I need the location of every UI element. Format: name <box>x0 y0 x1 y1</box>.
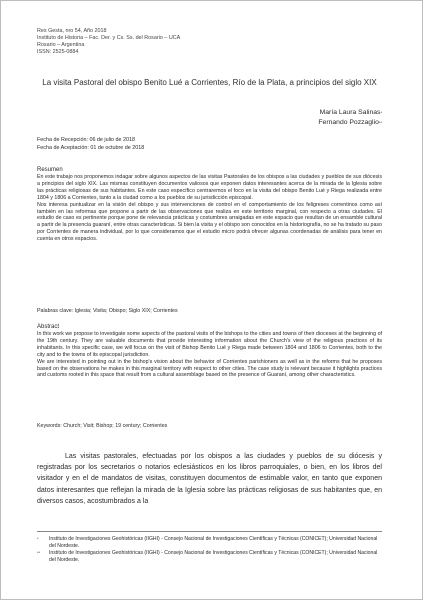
issn: ISSN: 2525-0884 <box>37 49 79 56</box>
footnote-1-mark: * <box>37 536 39 541</box>
author-2: Fernando Pozzaglio** <box>318 119 382 126</box>
resumen-section <box>37 166 382 243</box>
footnote-1-text: Instituto de Investigaciones Geohistóricas (IIGHI) - Consejo Nacional de Investigaciones Científicas y Técnicas (CONICET); Universidad Nacional del Nordeste. <box>49 536 378 549</box>
abstract-paragraph-2: We are interested in pointing out in the bishop's vision about the behavior of Corrientes parishioners as well as in the reforms that he proposes based on the observations he makes in this marginal territory with respect to other cities. The case study is relevant because it highlights practices and customs rooted in this space that result from a cultural assemblage based on the presence of Guaraní, among other characteristics. <box>37 358 382 379</box>
journal-name: Res Gesta, nro 54, Año 2018 <box>37 28 107 34</box>
article-title: La visita Pastoral del obispo Benito Lué a Corrientes, Río de la Plata, a principios del siglo XIX <box>42 78 377 87</box>
keywords: Keywords: Church; Visit; Bishop; 19 century; Corrientes <box>37 423 168 429</box>
dates-block <box>37 137 144 152</box>
received-date: Fecha de Recepción: 06 de julio de 2018 <box>37 137 136 143</box>
institute-name: Instituto de Historia – Fac. Der. y Cs. Ss. del Rosario – UCA <box>37 35 181 42</box>
author-2-footnote-mark: ** <box>378 120 382 125</box>
resumen-heading: Resumen <box>37 167 63 173</box>
accepted-date: Fecha de Aceptación: 01 de octubre de 2018 <box>37 144 145 151</box>
resumen-paragraph-2: Nos interesa puntualizar en la visión del obispo y sus intervenciones de control en el comportamiento de los feligreses correntinos como así también en las reformas que propone a partir de las observaciones que realiza en este territorio marginal, con respecto a otras ciudades. El estudio de caso es pertinente porque pone de relevancia prácticas y costumbres arraigadas en este espacio que resultan de un ensamble cultural a partir de la presencia guaraní, entre otras características. Si bien la visita y el obispo son conocidos en la historiografía, no se ha tratado su paso por Corrientes de manera individual, por lo que consideramos que el estudio micro podrá ofrecer algunas coordenadas de análisis para tener en cuenta en otros espacios. <box>37 201 382 243</box>
abstract-paragraph-1: In this work we propose to investigate some aspects of the pastoral visits of the bishops to the cities and towns of their dioceses at the beginning of the 19th century. They are valuable documents that provide interesting information about the Church's view of the religious practices of its inhabitants. In this specific case, we will focus on the visit of Bishop Benito Lué y Riega made between 1804 and 1806 to Corrientes, both to the city and to the towns of its episcopal jurisdiction. <box>37 331 382 358</box>
palabras-clave: Palabras clave: Iglesia; Visita; Obispo; Siglo XIX; Corrientes <box>37 308 178 314</box>
body-paragraph: Las visitas pastorales, efectuadas por los obispos a las ciudades y pueblos de su diócesis y registradas por los secretarios o notarios eclesiásticos en los libros parroquiales, o bien, en los libros del visitador y en el de mandatos de visitas, constituyen documentos de estimable valor, en tanto que exponen datos interesantes que reflejan la mirada de la Iglesia sobre las prácticas religiosas de sus habitantes que, en diversos casos, acostumbrados a la <box>37 453 382 505</box>
footnotes <box>37 531 382 564</box>
author-1-footnote-mark: * <box>380 110 382 115</box>
footnote-2 <box>37 550 382 564</box>
footnote-2-mark: ** <box>37 550 41 555</box>
journal-header <box>37 28 382 56</box>
resumen-text <box>37 174 382 243</box>
footnote-1 <box>37 536 382 550</box>
page-content <box>37 1 382 599</box>
resumen-paragraph-1: En este trabajo nos proponemos indagar sobre algunos aspectos de las visitas Pastorales de los obispos a las ciudades y pueblos de sus diócesis a principios del siglo XIX. Las mismas constituyen documentos valiosos que exponen datos interesantes acerca de la mirada de la Iglesia sobre las prácticas religiosas de sus habitantes. En este caso específico centraremos el foco en la visita del obispo Benito Lué y Riega realizada entre 1804 y 1806 a Corrientes, tanto a la ciudad como a los pueblos de su jurisdicción episcopal. <box>37 174 382 201</box>
author-list <box>318 108 382 128</box>
abstract-heading: Abstract <box>37 324 60 330</box>
city-name: Rosario – Argentina <box>37 42 85 49</box>
abstract-text <box>37 331 382 379</box>
abstract-section <box>37 323 382 379</box>
author-1: María Laura Salinas* <box>319 109 382 116</box>
footnote-2-text: Instituto de Investigaciones Geohistóricas (IIGHI) - Consejo Nacional de Investigaciones Científicas y Técnicas (CONICET); Universidad Nacional del Nordeste. <box>49 550 378 563</box>
